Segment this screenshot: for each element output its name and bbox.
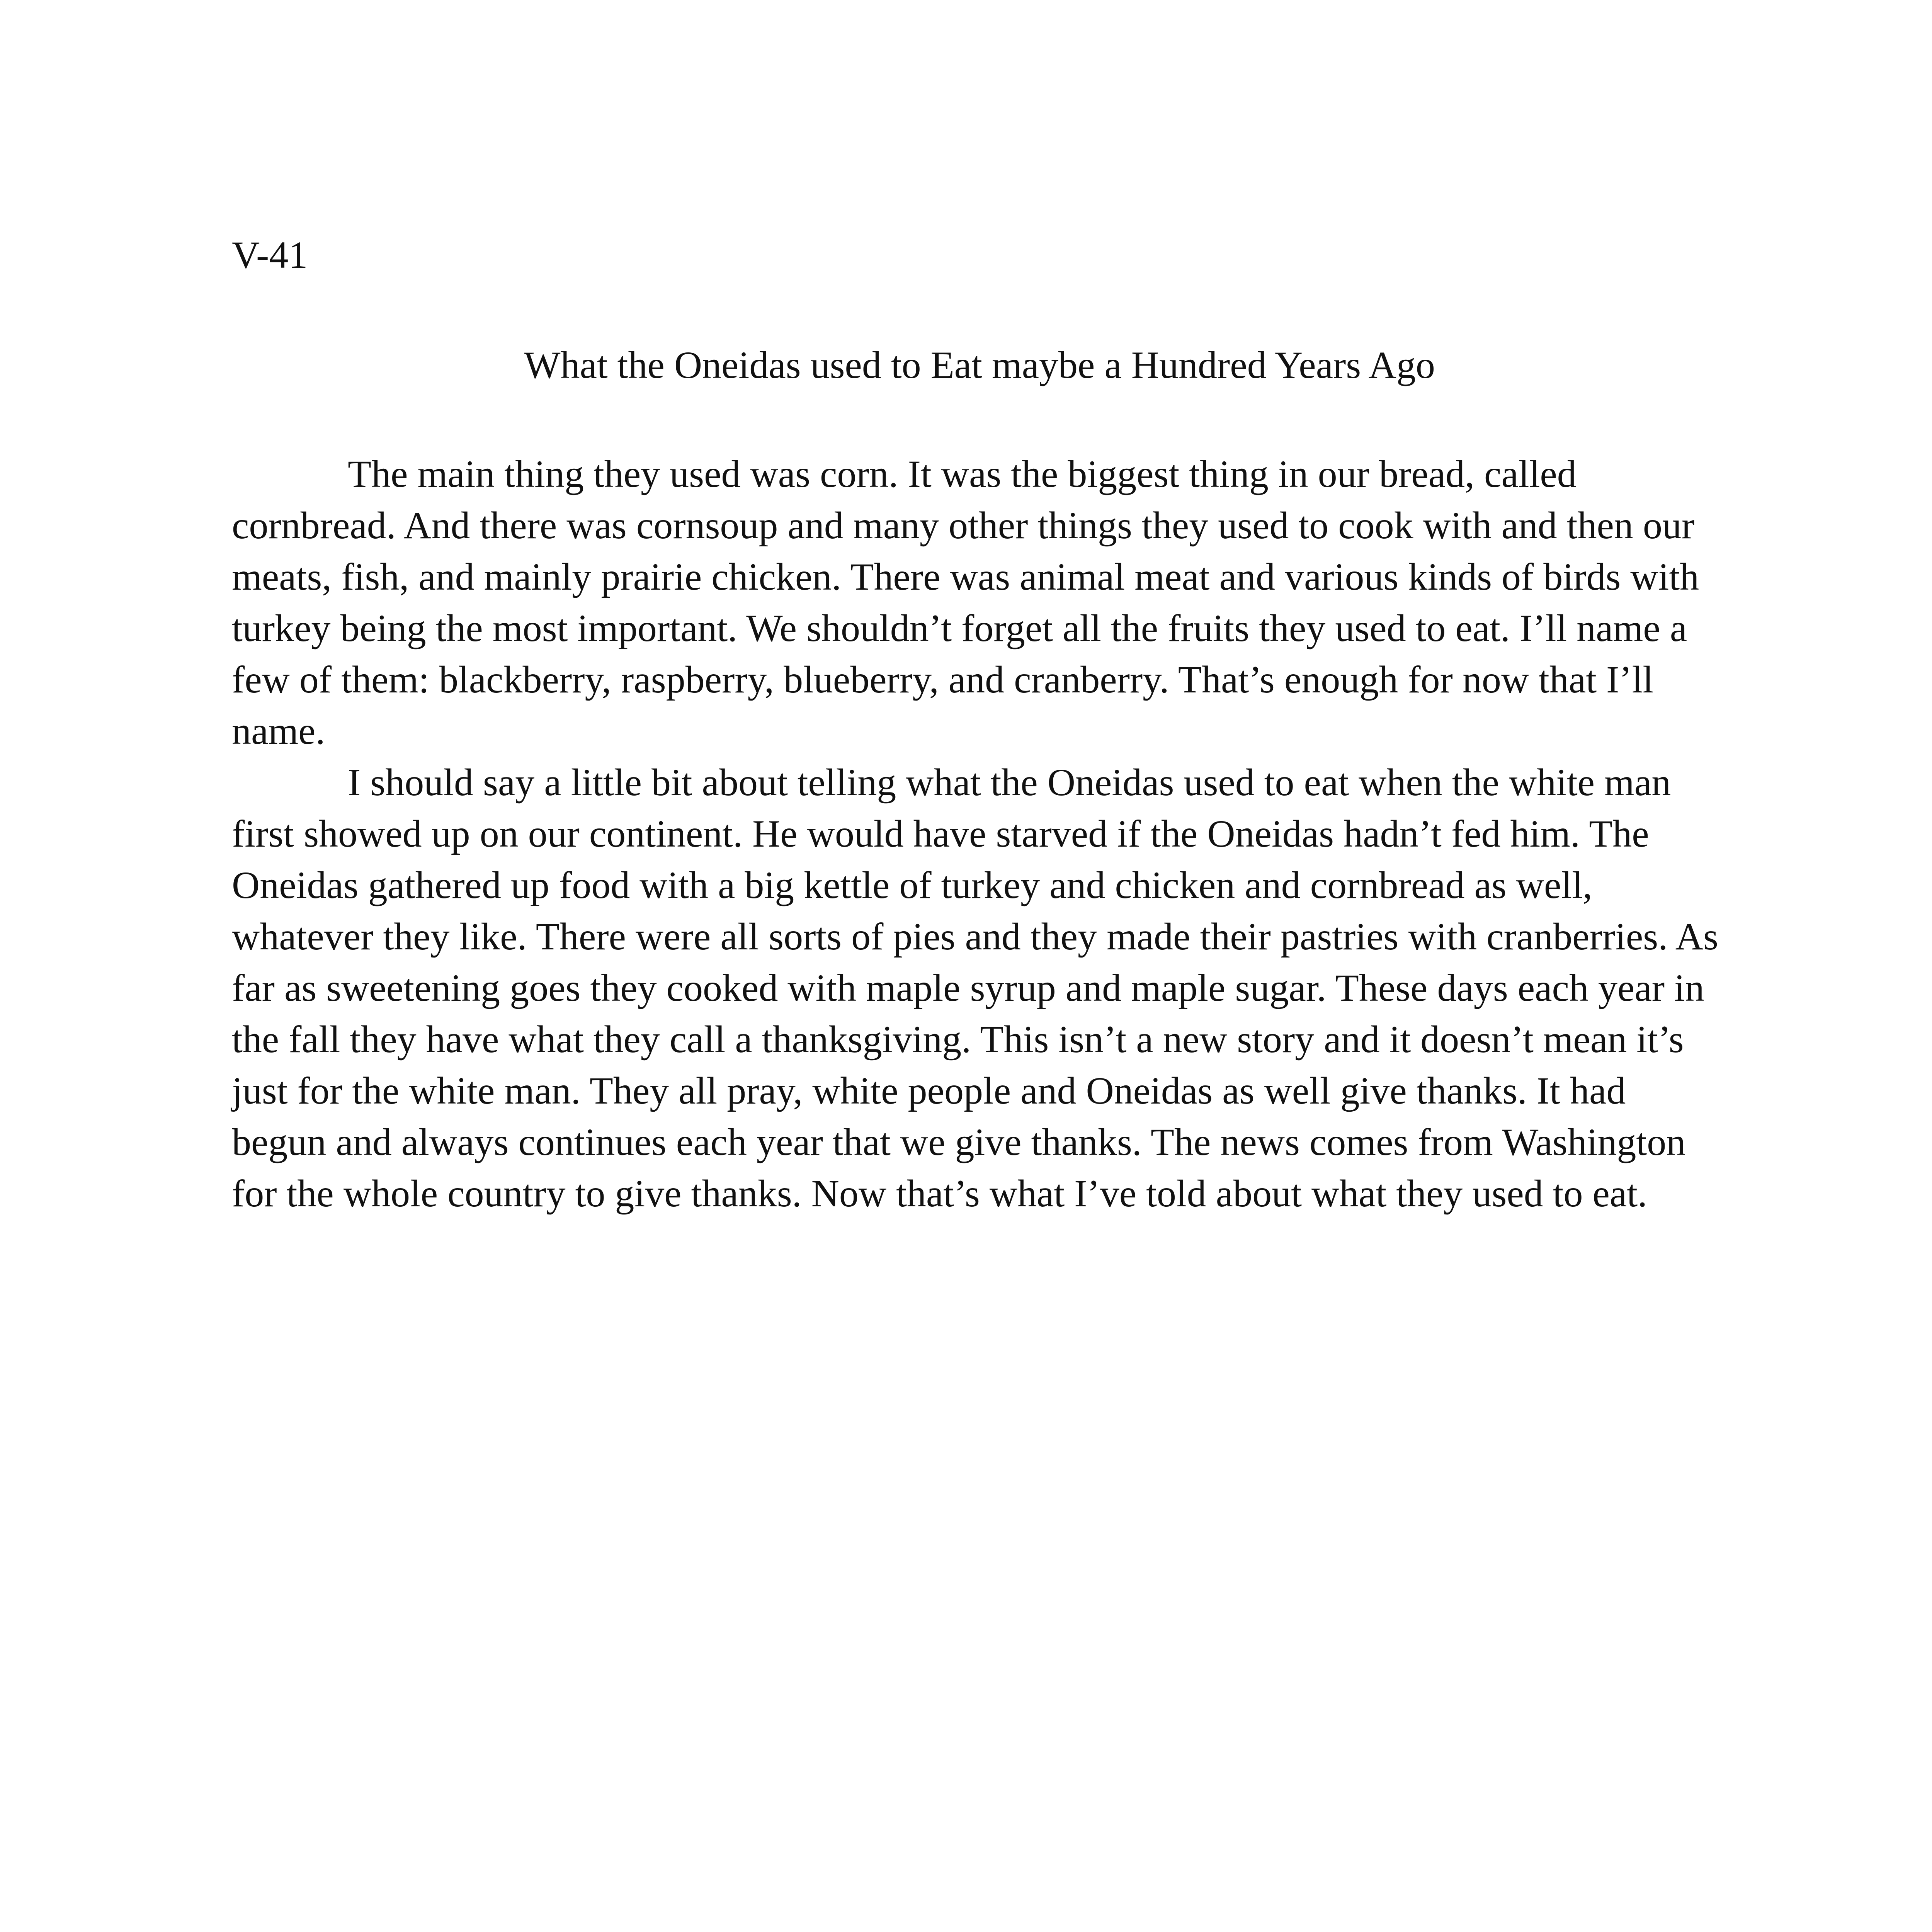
page-id: V-41 xyxy=(232,233,308,276)
paragraph: I should say a little bit about telling what the Oneidas used to eat when the white man first showed up on our continent. He would have starved if the Oneidas hadn’t fed him. The Oneidas gathered up food with a big kettle of turkey and chicken and cornbread as well, whatever they like. There were all sorts of pies and they made their pastries with cranberries. As far as sweetening goes they cooked with maple syrup and maple sugar. These days each year in the fall they have what they call a thanksgiving. This isn’t a new story and it doesn’t mean it’s just for the white man. They all pray, white people and Oneidas as well give thanks. It had begun and always continues each year that we give thanks. The news comes from Washington for the whole country to give thanks. Now that’s what I’ve told about what they used to eat. xyxy=(232,761,1718,1215)
body-text xyxy=(232,448,1727,1219)
paragraph: The main thing they used was corn. It was the biggest thing in our bread, called cornbread. And there was cornsoup and many other things they used to cook with and then our meats, fish, and mainly prairie chicken. There was animal meat and various kinds of birds with turkey being the most important. We shouldn’t forget all the fruits they used to eat. I’ll name a few of them: blackberry, raspberry, blueberry, and cranberry. That’s enough for now that I’ll name. xyxy=(232,452,1699,752)
document-title: What the Oneidas used to Eat maybe a Hundred Years Ago xyxy=(524,344,1435,386)
